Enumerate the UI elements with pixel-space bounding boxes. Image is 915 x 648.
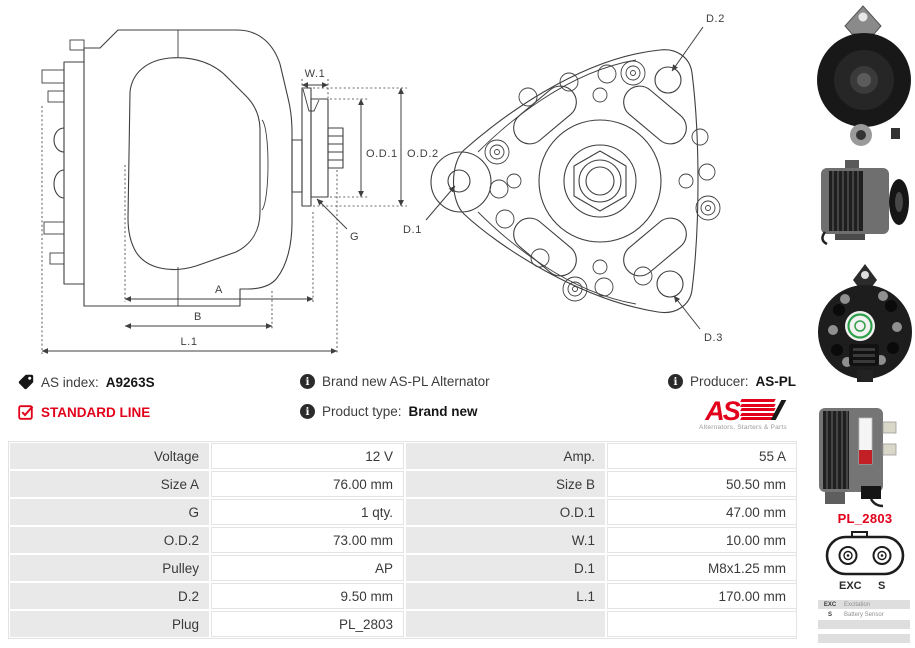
producer-value: AS-PL xyxy=(755,374,797,389)
spec-label: Amp. xyxy=(406,443,605,469)
spec-label xyxy=(406,611,605,637)
spec-label: Size B xyxy=(406,471,605,497)
spec-value: 10.00 mm xyxy=(607,527,797,553)
product-type-label: Product type: xyxy=(322,404,402,419)
spec-value: 76.00 mm xyxy=(211,471,404,497)
spec-label: D.1 xyxy=(406,555,605,581)
legend-desc: Battery Sensor xyxy=(844,611,884,618)
spec-value: 1 qty. xyxy=(211,499,404,525)
producer-label: Producer: xyxy=(690,374,749,389)
spec-label: O.D.2 xyxy=(10,527,209,553)
pin-label-s: S xyxy=(878,580,886,592)
spec-value: AP xyxy=(211,555,404,581)
spec-label: D.2 xyxy=(10,583,209,609)
legend-row xyxy=(818,610,910,619)
as-pl-logo xyxy=(688,397,798,431)
plug-pin-labels xyxy=(815,580,915,594)
plug-diagram xyxy=(815,530,915,580)
pin-label-exc: EXC xyxy=(839,580,862,592)
as-index-value: A9263S xyxy=(105,374,155,390)
product-photo-side-2[interactable] xyxy=(815,394,915,508)
as-index-label: AS index: xyxy=(41,374,99,390)
info-icon: i xyxy=(668,374,683,389)
side-view xyxy=(42,30,439,354)
info-icon: i xyxy=(300,404,315,419)
dim-label-l1: L.1 xyxy=(180,336,198,348)
dim-label-b: B xyxy=(194,311,202,323)
spec-label: G xyxy=(10,499,209,525)
dim-label-g: G xyxy=(350,231,360,243)
spec-table xyxy=(8,441,797,639)
dim-label-d2: D.2 xyxy=(706,13,725,25)
legend-pin: S xyxy=(827,611,832,618)
spec-label: Voltage xyxy=(10,443,209,469)
legend-row xyxy=(818,634,910,643)
spec-value: 9.50 mm xyxy=(211,583,404,609)
as-pl-logo-stripes xyxy=(741,399,775,420)
spec-value: PL_2803 xyxy=(211,611,404,637)
legend-row xyxy=(818,600,910,609)
product-photo-rear[interactable] xyxy=(815,252,915,392)
dim-label-d3: D.3 xyxy=(704,332,723,344)
spec-label: W.1 xyxy=(406,527,605,553)
dim-label-od2: O.D.2 xyxy=(407,148,439,160)
spec-label: Size A xyxy=(10,471,209,497)
dim-label-d1: D.1 xyxy=(403,224,422,236)
brand-new-text: Brand new AS-PL Alternator xyxy=(322,374,490,389)
dim-label-od1: O.D.1 xyxy=(366,148,398,160)
product-type-value: Brand new xyxy=(408,404,478,419)
connector-section xyxy=(815,511,915,644)
spec-value: M8x1.25 mm xyxy=(607,555,797,581)
legend-pin: EXC xyxy=(823,601,837,608)
as-pl-logo-text: AS xyxy=(705,396,739,426)
product-photo-front[interactable] xyxy=(815,0,915,148)
checkbox-checked-icon xyxy=(18,404,34,420)
spec-value: 170.00 mm xyxy=(607,583,797,609)
spec-value: 12 V xyxy=(211,443,404,469)
dim-label-w1: W.1 xyxy=(304,68,326,80)
pin-legend xyxy=(818,600,910,643)
spec-value: 50.50 mm xyxy=(607,471,797,497)
spec-label: Pulley xyxy=(10,555,209,581)
info-row-1 xyxy=(0,374,810,394)
product-photo-side[interactable] xyxy=(815,152,915,249)
plug-name: PL_2803 xyxy=(837,511,893,526)
legend-row xyxy=(818,620,910,629)
spec-label: Plug xyxy=(10,611,209,637)
dim-label-a: A xyxy=(215,284,223,296)
spec-value: 55 A xyxy=(607,443,797,469)
spec-value xyxy=(607,611,797,637)
standard-line-badge: STANDARD LINE xyxy=(41,404,151,420)
info-icon: i xyxy=(300,374,315,389)
as-pl-logo-tagline: Alternators, Starters & Parts xyxy=(699,424,787,431)
spec-label: O.D.1 xyxy=(406,499,605,525)
front-view xyxy=(403,13,725,344)
spec-value: 47.00 mm xyxy=(607,499,797,525)
spec-label: L.1 xyxy=(406,583,605,609)
tag-icon xyxy=(18,374,34,390)
spec-value: 73.00 mm xyxy=(211,527,404,553)
legend-desc: Excitation xyxy=(844,601,871,608)
